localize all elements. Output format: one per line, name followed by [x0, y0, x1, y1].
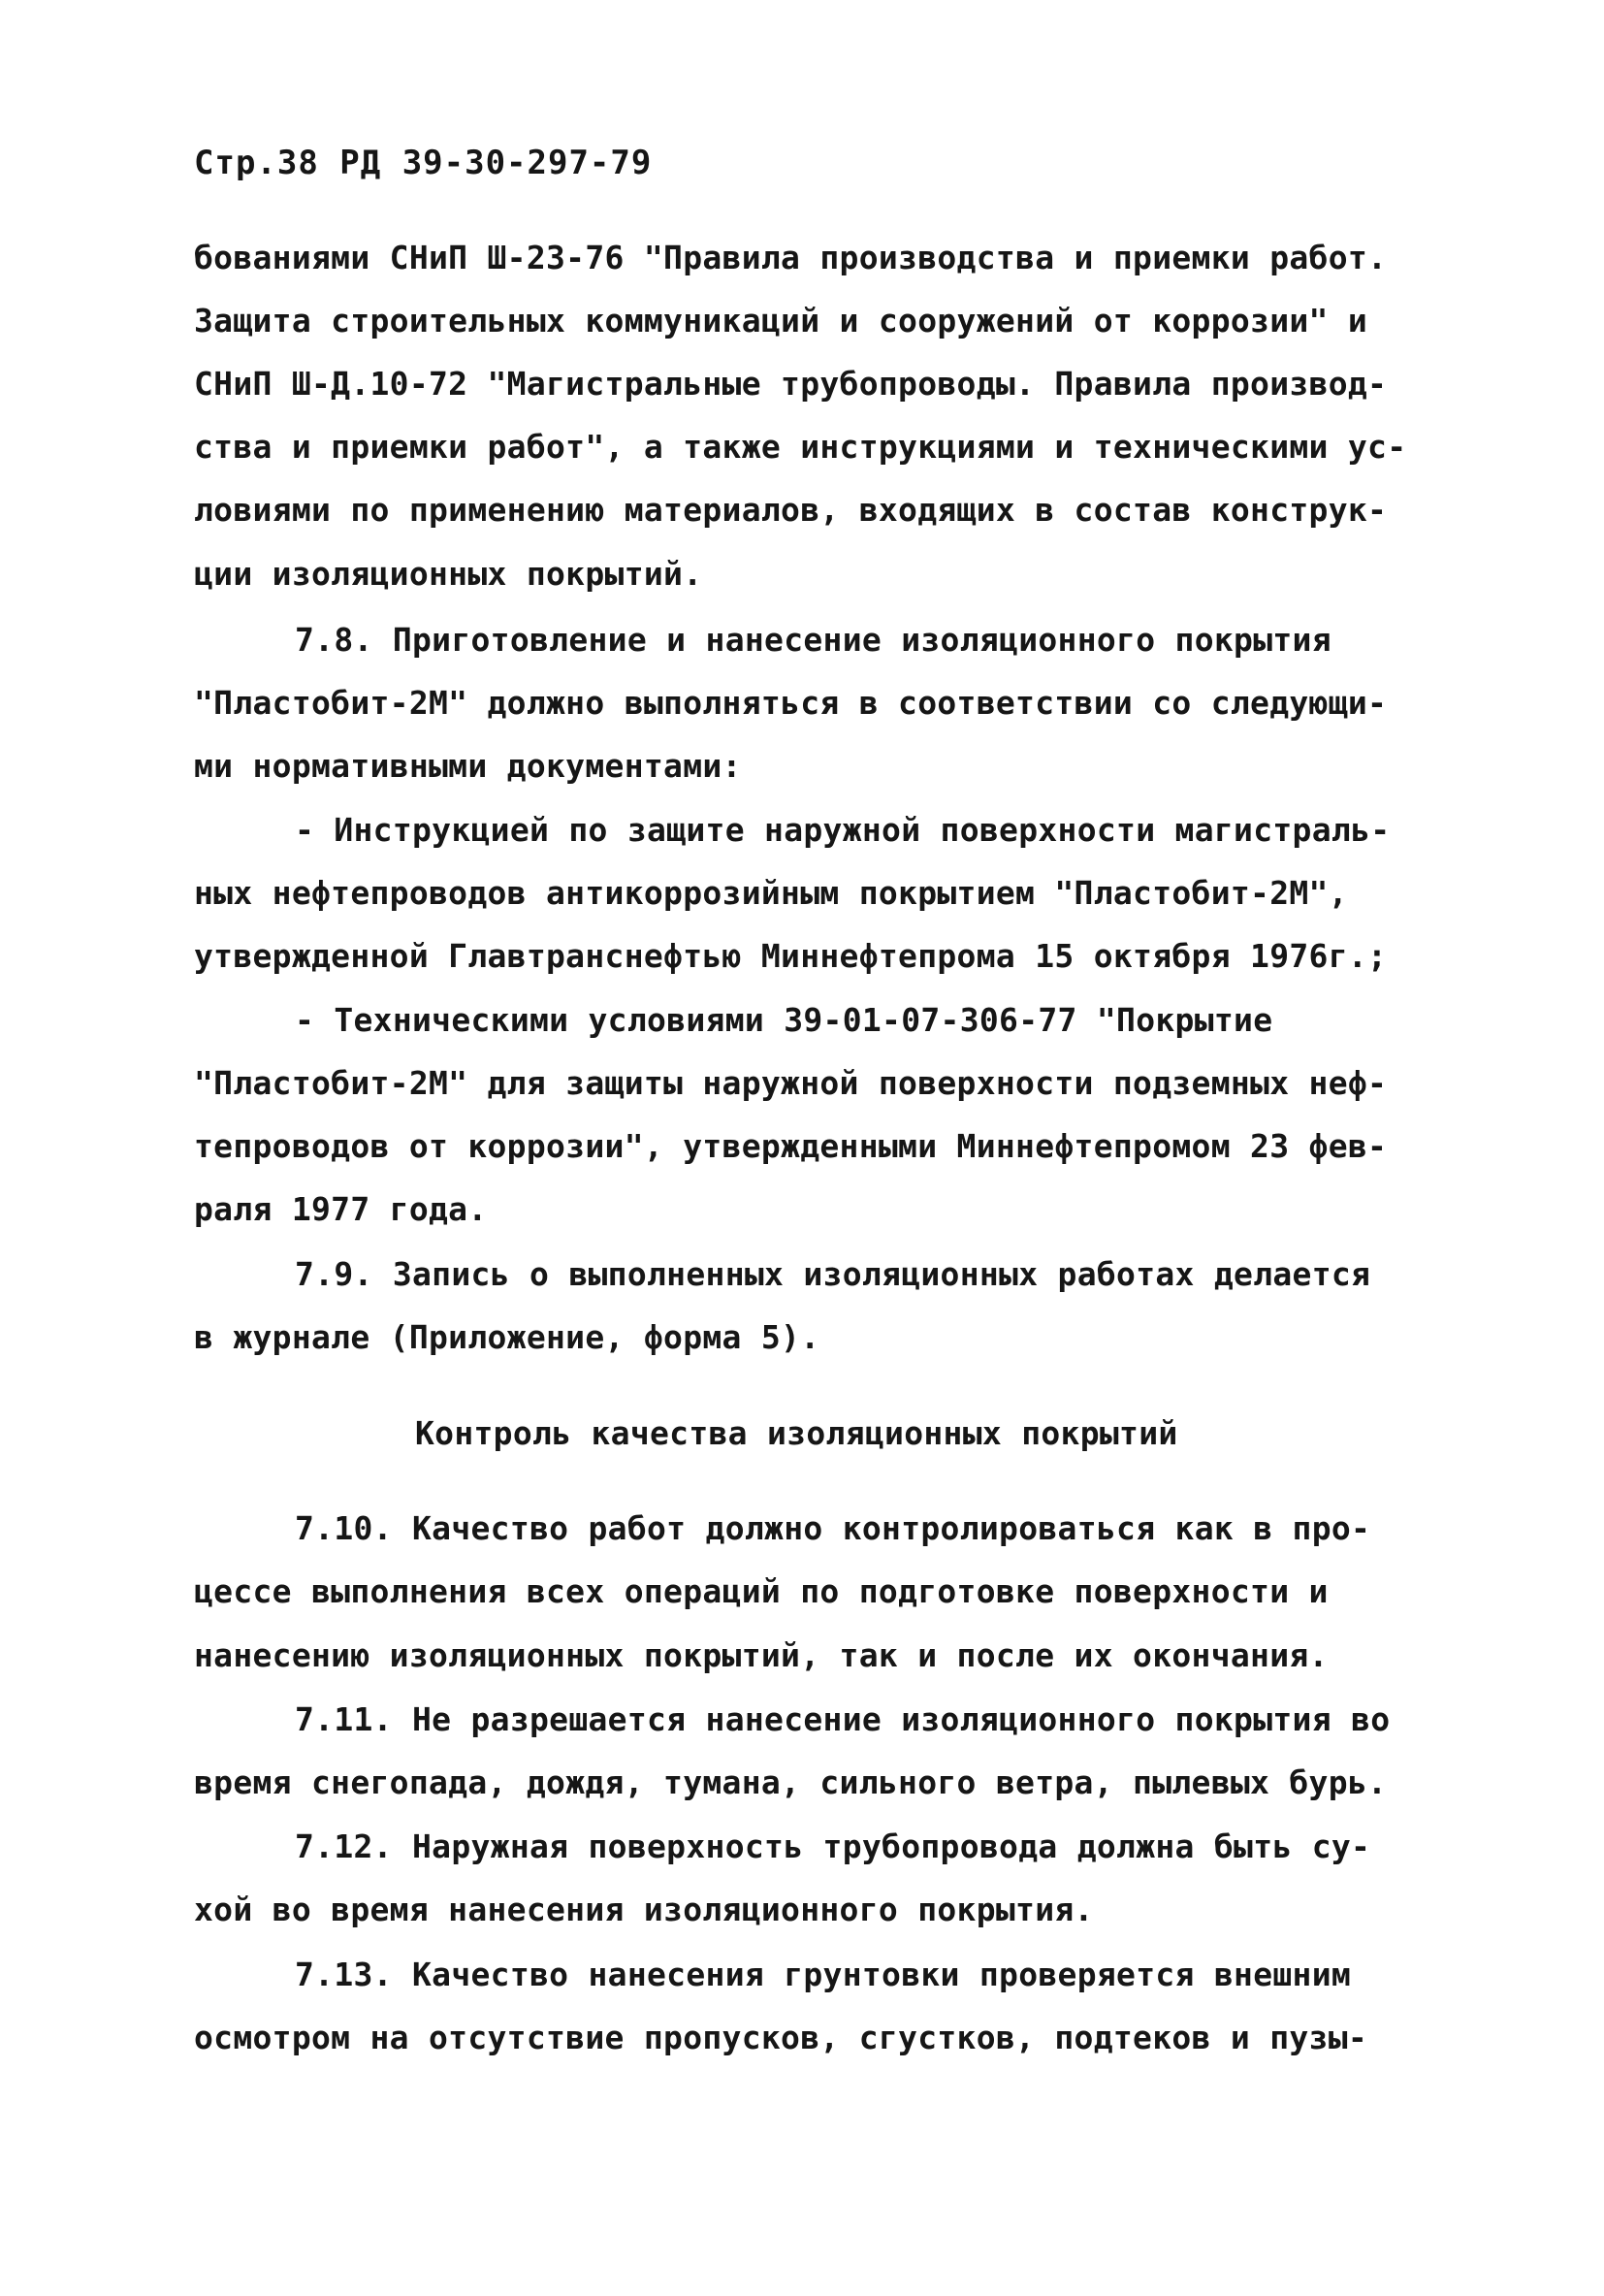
text-line: ми нормативными документами:: [194, 747, 742, 785]
page-header: Стр.38 РД 39-30-297-79: [194, 144, 653, 182]
text-line: ции изоляционных покрытий.: [194, 555, 703, 593]
text-line: время снегопада, дождя, тумана, сильного ветра, пылевых бурь.: [194, 1763, 1388, 1801]
list-item-tech-conditions: - Техническими условиями 39-01-07-306-77 "Покрытие: [295, 1001, 1273, 1039]
text-line: ства и приемки работ", а также инструкциями и техническими ус-: [194, 428, 1407, 466]
text-line: Защита строительных коммуникаций и сооружений от коррозии" и: [194, 302, 1368, 340]
paragraph-7-12: 7.12. Наружная поверхность трубопровода должна быть су-: [295, 1827, 1371, 1865]
text-line: СНиП Ш-Д.10-72 "Магистральные трубопроводы. Правила производ-: [194, 365, 1388, 403]
paragraph-7-8: 7.8. Приготовление и нанесение изоляционного покрытия: [295, 621, 1331, 659]
text-line: в журнале (Приложение, форма 5).: [194, 1318, 820, 1356]
text-line: цессе выполнения всех операций по подготовке поверхности и: [194, 1572, 1329, 1610]
paragraph-7-9: 7.9. Запись о выполненных изоляционных работах делается: [295, 1255, 1371, 1293]
text-line: ловиями по применению материалов, входящих в состав конструк-: [194, 491, 1388, 529]
text-line: "Пластобит-2М" должно выполняться в соответствии со следующи-: [194, 684, 1388, 722]
list-item-instruction: - Инструкцией по защите наружной поверхности магистраль-: [295, 811, 1391, 849]
text-line: утвержденной Главтранснефтью Миннефтепрома 15 октября 1976г.;: [194, 937, 1388, 975]
text-line: хой во время нанесения изоляционного покрытия.: [194, 1891, 1094, 1928]
text-line: "Пластобит-2М" для защиты наружной поверхности подземных неф-: [194, 1064, 1388, 1102]
text-line: ных нефтепроводов антикоррозийным покрытием "Пластобит-2М",: [194, 874, 1348, 912]
section-heading: Контроль качества изоляционных покрытий: [415, 1414, 1178, 1452]
text-line: нанесению изоляционных покрытий, так и после их окончания.: [194, 1636, 1329, 1674]
paragraph-7-11: 7.11. Не разрешается нанесение изоляционного покрытия во: [295, 1700, 1391, 1738]
text-line: бованиями СНиП Ш-23-76 "Правила производства и приемки работ.: [194, 239, 1388, 276]
paragraph-7-13: 7.13. Качество нанесения грунтовки проверяется внешним: [295, 1956, 1352, 1993]
text-line: осмотром на отсутствие пропусков, сгустков, подтеков и пузы-: [194, 2019, 1368, 2056]
text-line: раля 1977 года.: [194, 1190, 488, 1228]
text-line: тепроводов от коррозии", утвержденными Миннефтепромом 23 фев-: [194, 1127, 1388, 1165]
paragraph-7-10: 7.10. Качество работ должно контролироваться как в про-: [295, 1509, 1371, 1547]
